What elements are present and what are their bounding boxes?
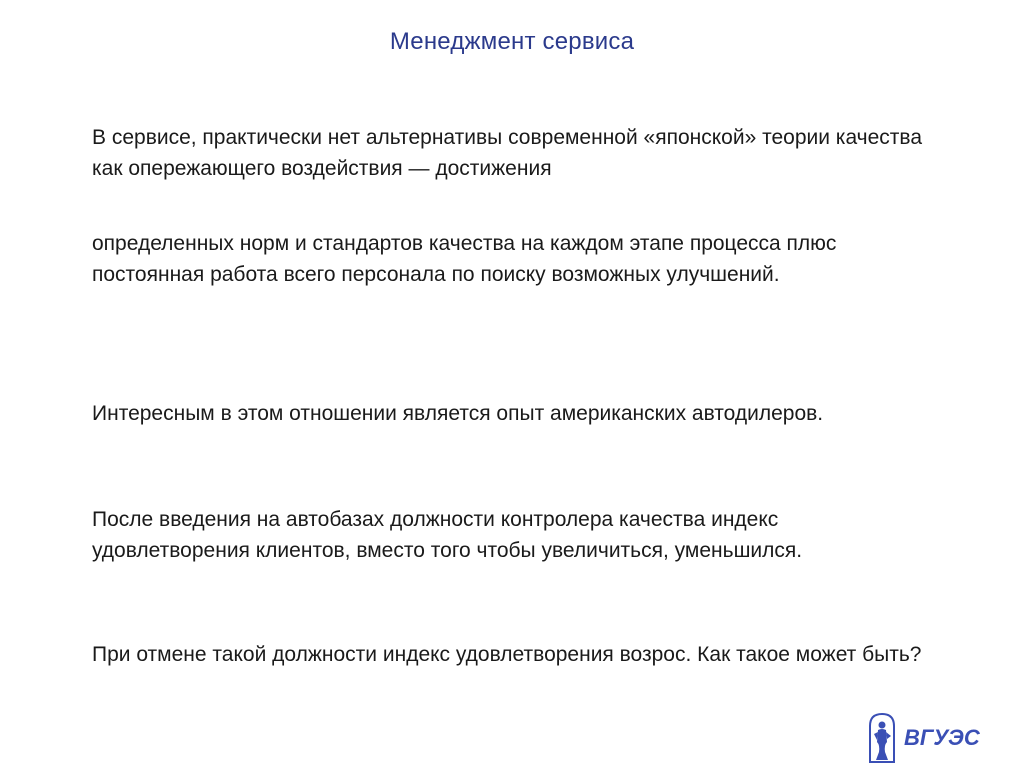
paragraph-1: В сервисе, практически нет альтернативы современной «японской» теории качества как опережающего воздействия — достижения bbox=[92, 126, 923, 180]
paragraph-4: После введения на автобазах должности контролера качества индекс удовлетворения клиентов, вместо того чтобы увеличиться, уменьшился. bbox=[92, 508, 803, 562]
paragraph-5: При отмене такой должности индекс удовлетворения возрос. Как такое может быть? bbox=[92, 643, 922, 666]
logo-emblem-icon bbox=[866, 712, 986, 764]
slide-title: Менеджмент сервиса bbox=[389, 28, 635, 55]
logo-text: ВГУЭС bbox=[904, 725, 980, 750]
paragraph-2: определенных норм и стандартов качества на каждом этапе процесса плюс постоянная работа всего персонала по поиску возможных улучшений. bbox=[92, 232, 837, 286]
paragraph-3: Интересным в этом отношении является опыт американских автодилеров. bbox=[92, 402, 824, 425]
university-logo bbox=[866, 712, 986, 764]
